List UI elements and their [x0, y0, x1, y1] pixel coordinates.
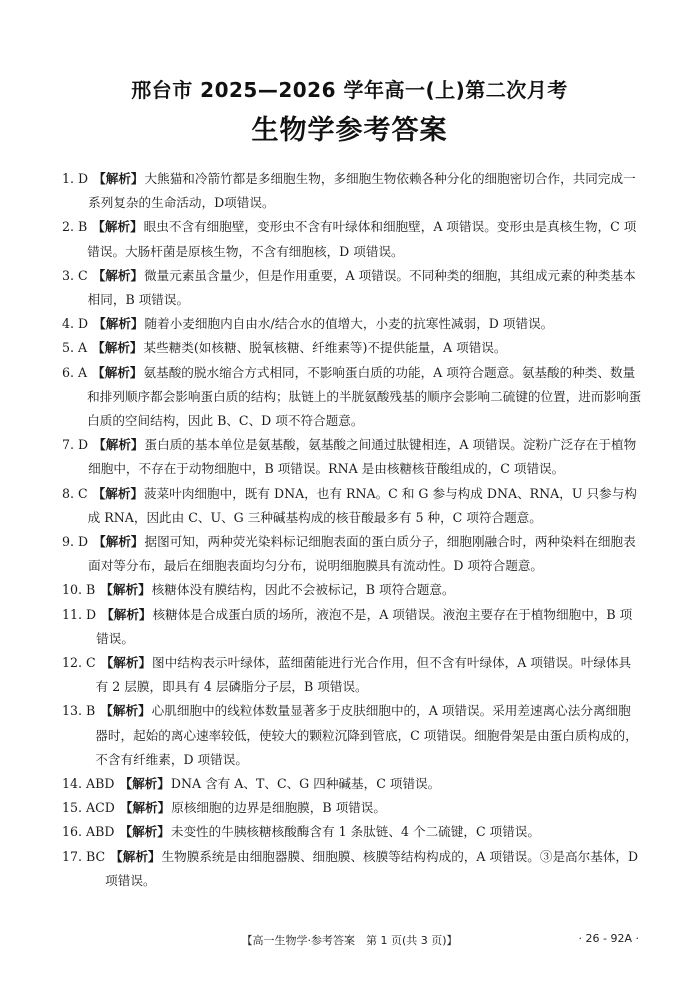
answer-explanation	[114, 772, 642, 796]
explanation-text: 核糖体是合成蛋白质的场所，液泡不是，A 项错误。液泡主要存在于植物细胞中，B 项错误。	[96, 606, 633, 646]
analysis-tag: 【解析】	[100, 655, 152, 671]
answer-item	[62, 603, 642, 651]
answer-number: 12.	[62, 655, 83, 671]
answer-choice: D	[78, 534, 89, 550]
answer-item	[62, 312, 642, 336]
explanation-text: 核糖体没有膜结构，因此不会被标记，B 项符合题意。	[151, 582, 455, 598]
answer-choice: C	[78, 485, 88, 501]
explanation-text: 据图可知，两种荧光染料标记细胞表面的蛋白质分子，细胞刚融合时，两种染料在细胞表面对等分布，最后在细胞表面均匀分布，说明细胞膜具有流动性。D 项符合题意。	[88, 534, 636, 574]
answer-item	[62, 482, 642, 530]
analysis-tag: 【解析】	[92, 219, 143, 235]
answer-item	[62, 772, 642, 796]
explanation-text: 图中结构表示叶绿体，蓝细菌能进行光合作用，但不含有叶绿体，A 项错误。叶绿体具有 2 层膜，即具有 4 层磷脂分子层，B 项错误。	[95, 655, 632, 695]
answer-explanation	[88, 482, 642, 530]
explanation-text: 原核细胞的边界是细胞膜，B 项错误。	[171, 800, 386, 816]
answer-item	[62, 820, 642, 844]
answer-explanation	[105, 845, 642, 893]
answer-choice: B	[78, 219, 88, 235]
explanation-text: 氨基酸的脱水缩合方式相同，不影响蛋白质的功能，A 项符合题意。氨基酸的种类、数量和排列顺序都会影响蛋白质的结构；肽链上的半胱氨酸残基的顺序会影响二硫键的位置，进而影响蛋白质的空间结构，因此 B、C、D 项不符合题意。	[87, 364, 642, 429]
answer-choice: B	[86, 582, 96, 598]
explanation-text: DNA 含有 A、T、C、G 四种碱基，C 项错误。	[170, 776, 441, 792]
page-subtitle: 生物学参考答案	[251, 115, 448, 146]
explanation-text: 某些糖类(如核糖、脱氧核糖、纤维素等)不提供能量，A 项错误。	[143, 340, 507, 356]
answer-number: 11.	[62, 606, 83, 622]
answer-choice: D	[78, 437, 89, 453]
answer-number: 8.	[62, 485, 75, 501]
answer-number: 2.	[62, 219, 75, 235]
answer-explanation	[96, 651, 642, 699]
answer-choice: D	[86, 606, 97, 622]
answer-number: 5.	[62, 340, 75, 356]
answer-choice: BC	[86, 848, 106, 864]
explanation-text: 眼虫不含有细胞壁，变形虫不含有叶绿体和细胞壁，A 项错误。变形虫是真核生物，C 项错误。大肠杆菌是原核生物，不含有细胞核，D 项错误。	[87, 219, 637, 259]
answer-item	[62, 361, 642, 434]
answer-explanation	[96, 603, 642, 651]
explanation-text: 心肌细胞中的线粒体数量显著多于皮肤细胞中的，A 项错误。采用差速离心法分离细胞器时，起始的离心速率较低，使较大的颗粒沉降到管底，C 项错误。细胞骨架是由蛋白质构成的，不含有纤维素，D 项错误。	[95, 703, 638, 767]
answer-explanation	[95, 699, 642, 772]
answer-item	[62, 530, 642, 578]
answer-choice: A	[78, 340, 88, 356]
analysis-tag: 【解析】	[101, 606, 152, 622]
answer-choice: D	[78, 171, 89, 186]
answer-number: 1.	[62, 171, 75, 186]
footer-doc-code: · 26 - 92A ·	[578, 932, 639, 945]
answer-choice: ABD	[86, 824, 115, 840]
answer-number: 9.	[62, 534, 75, 550]
explanation-text: 大熊猫和冷箭竹都是多细胞生物，多细胞生物依赖各种分化的细胞密切合作，共同完成一系列复杂的生命活动，D项错误。	[88, 171, 636, 211]
analysis-tag: 【解析】	[93, 437, 144, 453]
answer-item	[62, 433, 642, 481]
answer-explanation	[88, 264, 642, 312]
analysis-tag: 【解析】	[119, 800, 171, 816]
analysis-tag: 【解析】	[93, 316, 144, 332]
answer-number: 7.	[62, 437, 75, 453]
answer-explanation	[87, 361, 642, 434]
analysis-tag: 【解析】	[100, 703, 151, 719]
explanation-text: 生物膜系统是由细胞器膜、细胞膜、核膜等结构构成的，A 项错误。③是高尔基体，D 项错误。	[105, 848, 639, 888]
answer-explanation	[88, 167, 642, 215]
analysis-tag: 【解析】	[93, 534, 144, 550]
answer-choice: D	[78, 316, 89, 332]
answer-choice: ABD	[86, 776, 115, 792]
answer-explanation	[88, 312, 642, 336]
analysis-tag: 【解析】	[100, 582, 151, 598]
footer-page-info: 【高一生物学·参考答案 第 1 页(共 3 页)】	[241, 934, 458, 947]
answer-number: 16.	[62, 824, 83, 840]
answer-choice: A	[78, 364, 88, 380]
page-title: 邢台市 2025—2026 学年高一(上)第二次月考	[131, 78, 568, 102]
answer-explanation	[88, 530, 642, 578]
explanation-text: 微量元素虽含量少，但是作用重要，A 项错误。不同种类的细胞，其组成元素的种类基本相同，B 项错误。	[87, 267, 636, 308]
answer-item	[62, 336, 642, 360]
answer-item	[62, 845, 642, 893]
answer-explanation	[87, 336, 642, 360]
answer-number: 4.	[62, 316, 75, 332]
answer-explanation	[88, 433, 642, 481]
analysis-tag: 【解析】	[93, 171, 144, 186]
answer-number: 14.	[62, 776, 83, 792]
answer-list	[62, 167, 642, 893]
answer-number: 17.	[62, 848, 83, 864]
explanation-text: 菠菜叶肉细胞中，既有 DNA，也有 RNA。C 和 G 参与构成 DNA、RNA，U 只参与构成 RNA，因此由 C、U、G 三种碱基构成的核苷酸最多有 5 种，C 项符合题意。	[87, 485, 637, 525]
answer-explanation	[114, 820, 642, 844]
answer-number: 6.	[62, 364, 75, 380]
analysis-tag: 【解析】	[92, 267, 144, 283]
answer-item	[62, 651, 642, 699]
answer-item	[62, 578, 642, 602]
answer-explanation	[115, 796, 642, 820]
analysis-tag: 【解析】	[92, 485, 144, 501]
answer-item	[62, 167, 642, 215]
answer-choice: C	[78, 267, 88, 283]
analysis-tag: 【解析】	[92, 364, 143, 380]
answer-choice: ACD	[86, 800, 115, 816]
explanation-text: 随着小麦细胞内自由水/结合水的值增大，小麦的抗寒性减弱，D 项错误。	[144, 316, 554, 332]
answer-choice: B	[86, 703, 96, 719]
analysis-tag: 【解析】	[92, 340, 143, 356]
answer-explanation	[95, 578, 642, 602]
explanation-text: 蛋白质的基本单位是氨基酸，氨基酸之间通过肽键相连，A 项错误。淀粉广泛存在于植物细胞中，不存在于动物细胞中，B 项错误。RNA 是由核糖核苷酸组成的，C 项错误。	[88, 437, 637, 477]
analysis-tag: 【解析】	[119, 776, 170, 792]
answer-item	[62, 264, 642, 312]
analysis-tag: 【解析】	[119, 824, 170, 840]
answer-item	[62, 699, 642, 772]
analysis-tag: 【解析】	[110, 848, 161, 864]
answer-item	[62, 215, 642, 263]
answer-choice: C	[86, 655, 96, 671]
answer-item	[62, 796, 642, 820]
answer-number: 13.	[62, 703, 83, 719]
answer-number: 3.	[62, 267, 75, 283]
answer-number: 15.	[62, 800, 83, 816]
answer-explanation	[87, 215, 642, 263]
explanation-text: 未变性的牛胰核糖核酸酶含有 1 条肽链、4 个二硫键，C 项错误。	[170, 824, 540, 840]
answer-number: 10.	[62, 582, 83, 598]
